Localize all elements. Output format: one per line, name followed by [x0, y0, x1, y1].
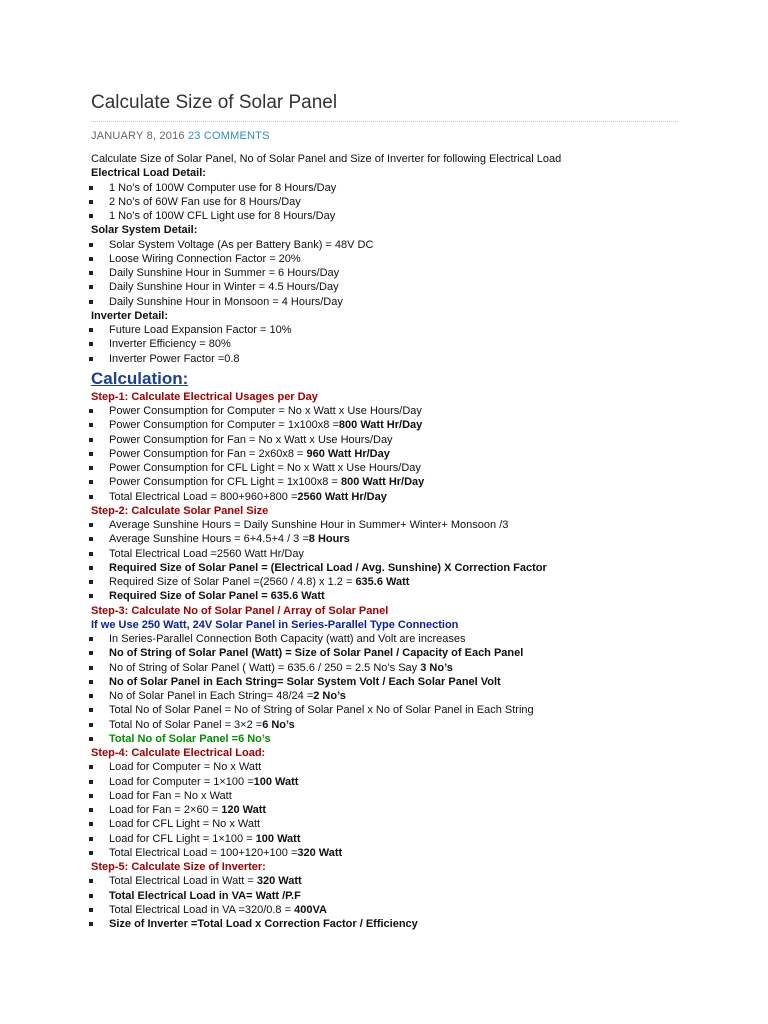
list-item: Load for CFL Light = No x Watt [91, 817, 691, 831]
list-item: Required Size of Solar Panel = (Electrical Load / Avg. Sunshine) X Correction Factor [91, 561, 691, 575]
list-item: Inverter Efficiency = 80% [91, 337, 691, 351]
section-heading-load: Electrical Load Detail: [91, 167, 206, 180]
list-item: Required Size of Solar Panel =(2560 / 4.8) x 1.2 = 635.6 Watt [91, 575, 691, 589]
bullet-icon [89, 908, 93, 912]
list-item: Total No of Solar Panel =6 No’s [91, 732, 691, 746]
list-item: Power Consumption for CFL Light = No x Watt x Use Hours/Day [91, 461, 691, 475]
bullet-icon [89, 466, 93, 470]
calculation-heading: Calculation: [91, 368, 189, 388]
list-item: Daily Sunshine Hour in Summer = 6 Hours/Day [91, 266, 691, 280]
bullet-icon [89, 879, 93, 883]
bullet-icon [89, 438, 93, 442]
list-item: In Series-Parallel Connection Both Capacity (watt) and Volt are increases [91, 632, 691, 646]
section-heading-solar: Solar System Detail: [91, 224, 198, 237]
bullet-icon [89, 452, 93, 456]
bullet-icon [89, 794, 93, 798]
list-item: 2 No’s of 60W Fan use for 8 Hours/Day [91, 195, 691, 209]
bullet-icon [89, 680, 93, 684]
step-4-heading: Step-4: Calculate Electrical Load: [91, 747, 266, 759]
bullet-icon [89, 765, 93, 769]
bullet-icon [89, 837, 93, 841]
bullet-icon [89, 523, 93, 527]
step-3-subheading: If we Use 250 Watt, 24V Solar Panel in Series-Parallel Type Connection [91, 618, 459, 631]
bullet-icon [89, 357, 93, 361]
list-item: Total No of Solar Panel = 3×2 =6 No’s [91, 718, 691, 732]
bullet-icon [89, 723, 93, 727]
bullet-icon [89, 243, 93, 247]
bullet-icon [89, 409, 93, 413]
bullet-icon [89, 851, 93, 855]
list-item: Daily Sunshine Hour in Winter = 4.5 Hours/Day [91, 280, 691, 294]
bullet-icon [89, 708, 93, 712]
list-item: Load for CFL Light = 1×100 = 100 Watt [91, 832, 691, 846]
list-item: Power Consumption for Fan = No x Watt x Use Hours/Day [91, 433, 691, 447]
bullet-icon [89, 423, 93, 427]
list-item: 1 No’s of 100W CFL Light use for 8 Hours/Day [91, 209, 691, 223]
list-item: Total Electrical Load =2560 Watt Hr/Day [91, 547, 691, 561]
list-item: Load for Fan = 2×60 = 120 Watt [91, 803, 691, 817]
step-1-heading: Step-1: Calculate Electrical Usages per Day [91, 390, 318, 403]
bullet-icon [89, 737, 93, 741]
list-item: No of String of Solar Panel ( Watt) = 635.6 / 250 = 2.5 No’s Say 3 No’s [91, 661, 691, 675]
title-divider [91, 121, 678, 122]
bullet-icon [89, 495, 93, 499]
post-date: JANUARY 8, 2016 [91, 130, 185, 142]
bullet-icon [89, 566, 93, 570]
comments-link[interactable]: 23 COMMENTS [187, 130, 270, 142]
bullet-icon [89, 580, 93, 584]
article-body [91, 152, 691, 931]
page-title: Calculate Size of Solar Panel [91, 92, 338, 113]
post-meta [91, 130, 270, 142]
list-item: Total Electrical Load = 800+960+800 =2560 Watt Hr/Day [91, 490, 691, 504]
list-item: Average Sunshine Hours = Daily Sunshine Hour in Summer+ Winter+ Monsoon /3 [91, 518, 691, 532]
step-3-heading: Step-3: Calculate No of Solar Panel / Array of Solar Panel [91, 604, 389, 617]
bullet-icon [89, 300, 93, 304]
list-item: Power Consumption for Computer = No x Watt x Use Hours/Day [91, 404, 691, 418]
list-item: Power Consumption for CFL Light = 1x100x8 = 800 Watt Hr/Day [91, 475, 691, 489]
bullet-icon [89, 922, 93, 926]
list-item: Power Consumption for Fan = 2x60x8 = 960 Watt Hr/Day [91, 447, 691, 461]
bullet-icon [89, 285, 93, 289]
list-item: Size of Inverter =Total Load x Correction Factor / Efficiency [91, 917, 691, 931]
bullet-icon [89, 894, 93, 898]
bullet-icon [89, 694, 93, 698]
bullet-icon [89, 214, 93, 218]
step-5-heading: Step-5: Calculate Size of Inverter: [91, 861, 266, 873]
bullet-icon [89, 637, 93, 641]
bullet-icon [89, 651, 93, 655]
list-item: Total Electrical Load in VA= Watt /P.F [91, 889, 691, 903]
list-item: Average Sunshine Hours = 6+4.5+4 / 3 =8 Hours [91, 532, 691, 546]
bullet-icon [89, 271, 93, 275]
list-item: Load for Computer = No x Watt [91, 760, 691, 774]
bullet-icon [89, 200, 93, 204]
bullet-icon [89, 328, 93, 332]
list-item: Loose Wiring Connection Factor = 20% [91, 252, 691, 266]
list-item: Solar System Voltage (As per Battery Bank) = 48V DC [91, 238, 691, 252]
list-item: Future Load Expansion Factor = 10% [91, 323, 691, 337]
bullet-icon [89, 186, 93, 190]
bullet-icon [89, 342, 93, 346]
list-item: No of Solar Panel in Each String= 48/24 =2 No’s [91, 689, 691, 703]
bullet-icon [89, 480, 93, 484]
step-2-heading: Step-2: Calculate Solar Panel Size [91, 504, 269, 517]
bullet-icon [89, 537, 93, 541]
list-item: No of Solar Panel in Each String= Solar System Volt / Each Solar Panel Volt [91, 675, 691, 689]
section-heading-inverter: Inverter Detail: [91, 309, 169, 322]
bullet-icon [89, 780, 93, 784]
bullet-icon [89, 257, 93, 261]
bullet-icon [89, 594, 93, 598]
intro-text: Calculate Size of Solar Panel, No of Solar Panel and Size of Inverter for following Electrical Load [91, 153, 562, 165]
list-item: Total Electrical Load in Watt = 320 Watt [91, 874, 691, 888]
list-item: Required Size of Solar Panel = 635.6 Watt [91, 589, 691, 603]
list-item: Total No of Solar Panel = No of String of Solar Panel x No of Solar Panel in Each String [91, 703, 691, 717]
list-item: No of String of Solar Panel (Watt) = Size of Solar Panel / Capacity of Each Panel [91, 646, 691, 660]
list-item: 1 No’s of 100W Computer use for 8 Hours/Day [91, 181, 691, 195]
bullet-icon [89, 808, 93, 812]
list-item: Power Consumption for Computer = 1x100x8 =800 Watt Hr/Day [91, 418, 691, 432]
bullet-icon [89, 822, 93, 826]
list-item: Load for Fan = No x Watt [91, 789, 691, 803]
list-item: Load for Computer = 1×100 =100 Watt [91, 775, 691, 789]
list-item: Total Electrical Load in VA =320/0.8 = 400VA [91, 903, 691, 917]
list-item: Daily Sunshine Hour in Monsoon = 4 Hours/Day [91, 295, 691, 309]
bullet-icon [89, 666, 93, 670]
list-item: Total Electrical Load = 100+120+100 =320 Watt [91, 846, 691, 860]
list-item: Inverter Power Factor =0.8 [91, 352, 691, 366]
bullet-icon [89, 552, 93, 556]
